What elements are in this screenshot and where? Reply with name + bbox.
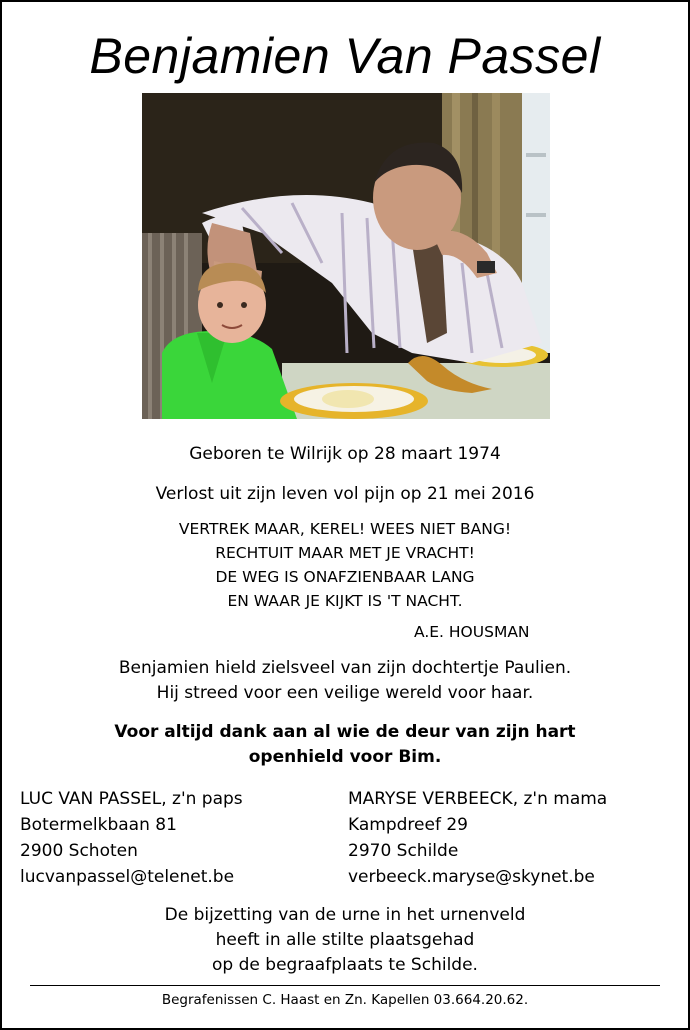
- father-city: 2900 Schoten: [20, 841, 138, 861]
- death-line: Verlost uit zijn leven vol pijn op 21 mei 2016: [155, 484, 535, 504]
- personal-note: [2, 656, 688, 706]
- note-line: Hij streed voor een veilige wereld voor haar.: [156, 683, 534, 703]
- funeral-home-footer: Begrafenissen C. Haast en Zn. Kapellen 03.664.20.62.: [161, 992, 529, 1008]
- poem: [2, 517, 688, 613]
- father-email[interactable]: lucvanpassel@telenet.be: [20, 867, 235, 887]
- thanks-line: openhield voor Bim.: [248, 747, 442, 767]
- poem-line: VERTREK MAAR, KEREL! WEES NIET BANG!: [178, 520, 512, 538]
- thanks-message: [2, 720, 688, 770]
- birth-line: Geboren te Wilrijk op 28 maart 1974: [189, 444, 501, 464]
- mother-email[interactable]: verbeeck.maryse@skynet.be: [348, 867, 595, 887]
- mother-contact: [348, 786, 607, 890]
- burial-line: heeft in alle stilte plaatsgehad: [215, 930, 475, 950]
- poem-line: DE WEG IS ONAFZIENBAAR LANG: [215, 568, 475, 586]
- poem-author: A.E. HOUSMAN: [414, 623, 530, 641]
- father-street: Botermelkbaan 81: [20, 815, 177, 835]
- burial-line: De bijzetting van de urne in het urnenveld: [164, 905, 526, 925]
- father-name: LUC VAN PASSEL, z'n paps: [20, 789, 243, 809]
- mother-name: MARYSE VERBEECK, z'n mama: [348, 789, 608, 809]
- poem-line: RECHTUIT MAAR MET JE VRACHT!: [215, 544, 475, 562]
- mother-city: 2970 Schilde: [348, 841, 459, 861]
- portrait-photo: [142, 93, 550, 419]
- burial-line: op de begraafplaats te Schilde.: [212, 955, 478, 975]
- note-line: Benjamien hield zielsveel van zijn dochtertje Paulien.: [118, 658, 572, 678]
- mother-street: Kampdreef 29: [348, 815, 468, 835]
- poem-line: EN WAAR JE KIJKT IS 'T NACHT.: [227, 592, 463, 610]
- photo-illustration: [142, 93, 550, 419]
- footer-divider: [30, 985, 660, 986]
- thanks-line: Voor altijd dank aan al wie de deur van zijn hart: [114, 722, 576, 742]
- burial-notice: [2, 903, 688, 978]
- deceased-name: Benjamien Van Passel: [89, 28, 601, 84]
- father-contact: [20, 786, 243, 890]
